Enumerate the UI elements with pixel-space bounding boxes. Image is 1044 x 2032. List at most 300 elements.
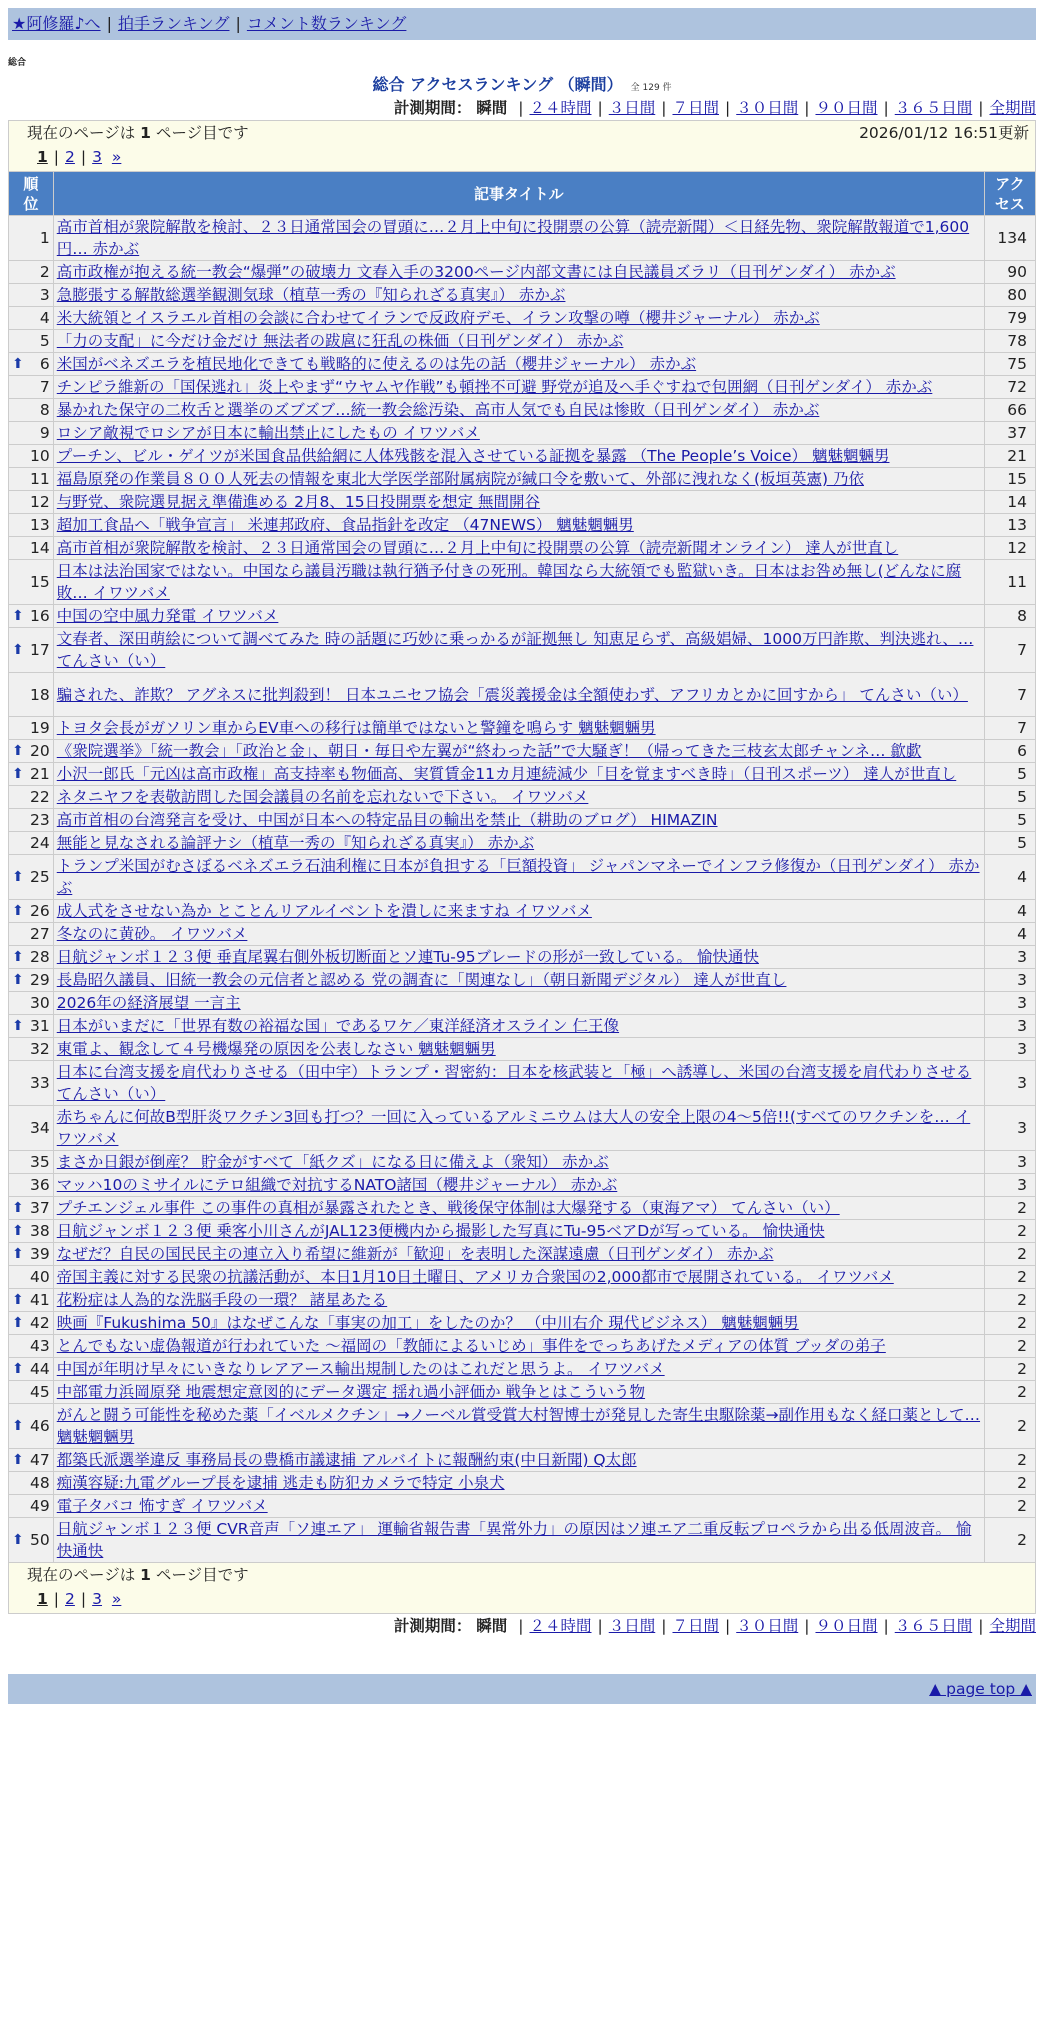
page-info-bottom xyxy=(8,1563,1036,1614)
table-row xyxy=(9,399,1036,422)
comment-ranking-link[interactable]: コメント数ランキング xyxy=(246,14,407,33)
rank-number: 1 xyxy=(39,229,50,247)
top-navigation: ★阿修羅♪へ | 拍手ランキング | コメント数ランキング xyxy=(8,8,1036,40)
access-count: 8 xyxy=(984,605,1035,628)
access-count: 2 xyxy=(984,1220,1035,1243)
title-cell xyxy=(53,673,984,717)
article-link[interactable]: 帝国主義に対する民衆の抗議活動が、本日1月10日土曜日、アメリカ合衆国の2,000都市で展開されている。 イワツバメ xyxy=(56,1268,894,1286)
access-count: 4 xyxy=(984,855,1035,900)
rank-cell xyxy=(9,1358,54,1381)
rank-number: 35 xyxy=(30,1153,50,1171)
rank-number: 38 xyxy=(30,1222,50,1240)
page-link-2[interactable]: 2 xyxy=(65,148,75,166)
title-cell xyxy=(53,353,984,376)
rank-cell xyxy=(9,1174,54,1197)
access-count: 5 xyxy=(984,809,1035,832)
table-row xyxy=(9,923,1036,946)
rank-number: 36 xyxy=(30,1176,50,1194)
rank-cell xyxy=(9,717,54,740)
article-link[interactable]: 日本がいまだに「世界有数の裕福な国」であるワケ／東洋経済オスライン 仁王像 xyxy=(56,1017,620,1035)
article-link[interactable]: 無能と見なされる論評ナシ（植草一秀の『知られざる真実』） 赤かぶ xyxy=(56,834,535,852)
title-cell xyxy=(53,605,984,628)
rank-cell xyxy=(9,1151,54,1174)
article-link[interactable]: 文春者、深田萌絵について調べてみた 時の話題に巧妙に乗っかるが証拠無し 知恵足らず、高級娼婦、1000万円詐欺、判決逃れ、… てんさい（い） xyxy=(56,630,974,670)
period-current-bottom: 瞬間 xyxy=(476,1617,508,1635)
table-row xyxy=(9,1381,1036,1404)
page-link-3[interactable]: 3 xyxy=(92,148,103,166)
access-count: 4 xyxy=(984,900,1035,923)
title-cell xyxy=(53,1358,984,1381)
title-cell xyxy=(53,946,984,969)
title-cell xyxy=(53,1381,984,1404)
period-link-5[interactable]: ３６５日間 xyxy=(894,99,973,117)
table-row xyxy=(9,261,1036,284)
rank-cell xyxy=(9,560,54,605)
page-top-bar xyxy=(8,1674,1036,1704)
rank-number: 23 xyxy=(30,811,50,829)
access-count: 11 xyxy=(984,560,1035,605)
article-link[interactable]: 日航ジャンボ１２３便 乗客小川さんがJAL123便機内から撮影した写真にTu-95ベアDが写っている。 愉快通快 xyxy=(56,1222,825,1240)
article-link[interactable]: 花粉症は人為的な洗脳手段の一環？ 諸星あたる xyxy=(56,1291,388,1309)
access-count: 37 xyxy=(984,422,1035,445)
title-cell xyxy=(53,1151,984,1174)
period-link-3-bottom[interactable]: ３０日間 xyxy=(736,1617,799,1635)
period-label-bottom: 計測期間： xyxy=(393,1617,472,1635)
article-link[interactable]: 超加工食品へ「戦争宣言」 米連邦政府、食品指針を改定 （47NEWS） 魑魅魍魎男 xyxy=(56,516,634,534)
rank-cell xyxy=(9,1335,54,1358)
rank-cell xyxy=(9,216,54,261)
rank-cell xyxy=(9,261,54,284)
rank-number: 18 xyxy=(30,685,50,704)
article-link[interactable]: 米大統領とイスラエル首相の会談に合わせてイランで反政府デモ、イラン攻撃の噂（櫻井ジャーナル） 赤かぶ xyxy=(56,309,820,327)
table-row xyxy=(9,717,1036,740)
access-count: 78 xyxy=(984,330,1035,353)
period-link-6[interactable]: 全期間 xyxy=(989,99,1036,117)
ranking-table xyxy=(8,171,1036,1563)
title-cell xyxy=(53,1472,984,1495)
article-link[interactable]: 冬なのに黄砂。 イワツバメ xyxy=(56,925,248,943)
title-cell xyxy=(53,1174,984,1197)
access-count: 5 xyxy=(984,786,1035,809)
title-cell xyxy=(53,216,984,261)
table-row xyxy=(9,763,1036,786)
table-row xyxy=(9,673,1036,717)
rank-cell xyxy=(9,376,54,399)
title-cell xyxy=(53,1106,984,1151)
table-row xyxy=(9,1289,1036,1312)
rank-cell xyxy=(9,284,54,307)
rank-cell xyxy=(9,1106,54,1151)
table-row xyxy=(9,1220,1036,1243)
rank-cell xyxy=(9,330,54,353)
article-link[interactable]: 「力の支配」に今だけ金だけ 無法者の跋扈に狂乱の株価（日刊ゲンダイ） 赤かぶ xyxy=(56,332,624,350)
rank-cell xyxy=(9,422,54,445)
period-current: 瞬間 xyxy=(476,99,508,117)
rank-number: 11 xyxy=(30,470,50,488)
table-row xyxy=(9,946,1036,969)
article-link[interactable]: 高市首相が衆院解散を検討、２３日通常国会の冒頭に…２月上中旬に投開票の公算（読売新聞）＜日経先物、衆院解散報道で1,600円… 赤かぶ xyxy=(56,218,970,258)
rank-number: 34 xyxy=(30,1119,50,1137)
rank-cell xyxy=(9,1243,54,1266)
rank-number: 14 xyxy=(30,539,50,557)
rank-number: 13 xyxy=(30,516,50,534)
rank-cell xyxy=(9,445,54,468)
table-row xyxy=(9,969,1036,992)
title-cell xyxy=(53,1312,984,1335)
rank-header: 順位 xyxy=(9,172,54,216)
rank-number: 40 xyxy=(30,1268,50,1286)
access-count: 7 xyxy=(984,717,1035,740)
page-link-3-bottom[interactable]: 3 xyxy=(92,1590,103,1608)
article-link[interactable]: 急膨張する解散総選挙観測気球（植草一秀の『知られざる真実』） 赤かぶ xyxy=(56,286,566,304)
article-link[interactable]: 《衆院選挙》「統一教会」「政治と金」、朝日・毎日や左翼が“終わった話”で大騒ぎ！（帰ってきた三枝玄太郎チャンネ… 歙歔 xyxy=(56,742,922,760)
article-link[interactable]: 高市首相が衆院解散を検討、２３日通常国会の冒頭に…２月上中旬に投開票の公算（読売新聞オンライン） 達人が世直し xyxy=(56,539,899,557)
rank-up-arrow-icon: ⬆ xyxy=(12,1315,24,1331)
rank-number: 46 xyxy=(30,1417,50,1435)
period-link-6-bottom[interactable]: 全期間 xyxy=(989,1617,1036,1635)
rank-cell xyxy=(9,1220,54,1243)
rank-up-arrow-icon: ⬆ xyxy=(12,642,24,658)
article-link[interactable]: マッハ10のミサイルにテロ組織で対抗するNATO諸国（櫻井ジャーナル） 赤かぶ xyxy=(56,1176,618,1194)
rank-number: 43 xyxy=(30,1337,50,1355)
table-row xyxy=(9,1312,1036,1335)
article-link[interactable]: 2026年の経済展望 一言主 xyxy=(56,994,241,1012)
article-link[interactable]: 都築氏派選挙違反 事務局長の豊橋市議逮捕 アルバイトに報酬約束(中日新聞) Q太郎 xyxy=(56,1451,637,1469)
rank-cell xyxy=(9,1495,54,1518)
article-link[interactable]: 日本に台湾支援を肩代わりさせる（田中宇）トランプ・習密約：日本を核武装と「極」へ誘導し、米国の台湾支援を肩代わりさせる てんさい（い） xyxy=(56,1063,972,1103)
next-page-link-bottom[interactable]: » xyxy=(111,1590,122,1608)
rank-number: 39 xyxy=(30,1245,50,1263)
table-row xyxy=(9,1472,1036,1495)
rank-number: 12 xyxy=(30,493,50,511)
page-title-text: 総合 アクセスランキング （瞬間） xyxy=(372,75,623,94)
clap-ranking-link[interactable]: 拍手ランキング xyxy=(117,14,230,33)
table-row xyxy=(9,560,1036,605)
rank-cell xyxy=(9,1404,54,1449)
rank-number: 50 xyxy=(30,1531,50,1549)
access-count: 15 xyxy=(984,468,1035,491)
table-row xyxy=(9,628,1036,673)
period-link-4[interactable]: ９０日間 xyxy=(815,99,878,117)
pagination-top: 1 | 2 | 3 » xyxy=(37,148,122,166)
rank-cell xyxy=(9,855,54,900)
article-link[interactable]: トヨタ会長がガソリン車からEV車への移行は簡単ではないと警鐘を鳴らす 魑魅魍魎男 xyxy=(56,719,656,737)
article-link[interactable]: 騙された、詐欺？ アグネスに批判殺到！ 日本ユニセフ協会「震災義援金は全額使わず、アフリカとかに回すから」 てんさい（い） xyxy=(56,685,968,704)
rank-up-arrow-icon: ⬆ xyxy=(12,1292,24,1308)
article-link[interactable]: 与野党、衆院選見据え準備進める 2月8、15日投開票を想定 無間開谷 xyxy=(56,493,541,511)
rank-number: 45 xyxy=(30,1383,50,1401)
article-link[interactable]: 東電よ、観念して４号機爆発の原因を公表しなさい 魑魅魍魎男 xyxy=(56,1040,496,1058)
access-count: 80 xyxy=(984,284,1035,307)
article-link[interactable]: 赤ちゃんに何故B型肝炎ワクチン3回も打つ？一回に入っているアルミニウムは大人の安全上限の4～5倍!!(すべてのワクチンを… イワツバメ xyxy=(56,1108,971,1148)
access-count: 5 xyxy=(984,763,1035,786)
table-row xyxy=(9,1335,1036,1358)
page-status-bottom: 現在のページは 1 ページ目です xyxy=(27,1566,249,1584)
rank-cell xyxy=(9,673,54,717)
access-count: 3 xyxy=(984,1174,1035,1197)
table-row xyxy=(9,1174,1036,1197)
article-link[interactable]: なぜだ？自民の国民民主の連立入り希望に維新が「歓迎」を表明した深謀遠慮（日刊ゲンダイ） 赤かぶ xyxy=(56,1245,774,1263)
article-link[interactable]: 日本は法治国家ではない。中国なら議員汚職は執行猶予付きの死刑。韓国なら大統領でも監獄いき。日本はお咎め無し(どんなに腐敗… イワツバメ xyxy=(56,562,962,602)
rank-cell xyxy=(9,809,54,832)
category-label: 総合 xyxy=(8,58,27,68)
updated-time: 2026/01/12 16:51更新 xyxy=(859,124,1029,142)
access-count: 2 xyxy=(984,1404,1035,1449)
table-row xyxy=(9,900,1036,923)
rank-cell xyxy=(9,1381,54,1404)
rank-number: 15 xyxy=(30,573,50,591)
title-cell xyxy=(53,855,984,900)
period-link-0-bottom[interactable]: ２４時間 xyxy=(529,1617,592,1635)
access-count: 2 xyxy=(984,1289,1035,1312)
page-title xyxy=(0,74,1044,96)
title-cell xyxy=(53,284,984,307)
title-cell xyxy=(53,330,984,353)
table-row xyxy=(9,605,1036,628)
title-cell xyxy=(53,468,984,491)
table-row xyxy=(9,1197,1036,1220)
title-cell xyxy=(53,1518,984,1563)
rank-number: 31 xyxy=(30,1017,50,1035)
title-cell xyxy=(53,560,984,605)
title-cell xyxy=(53,786,984,809)
rank-cell xyxy=(9,514,54,537)
title-cell xyxy=(53,717,984,740)
rank-up-arrow-icon: ⬆ xyxy=(12,1532,24,1548)
rank-cell xyxy=(9,740,54,763)
period-link-2[interactable]: ７日間 xyxy=(672,99,719,117)
title-cell xyxy=(53,1266,984,1289)
period-link-5-bottom[interactable]: ３６５日間 xyxy=(894,1617,973,1635)
rank-number: 48 xyxy=(30,1474,50,1492)
rank-up-arrow-icon: ⬆ xyxy=(12,356,24,372)
rank-cell xyxy=(9,832,54,855)
article-link[interactable]: 中部電力浜岡原発 地震想定意図的にデータ選定 揺れ過小評価か 戦争とはこういう物 xyxy=(56,1383,646,1401)
rank-up-arrow-icon: ⬆ xyxy=(12,1246,24,1262)
article-link[interactable]: チンピラ維新の「国保逃れ」炎上やまず“ウヤムヤ作戦”も頓挫不可避 野党が追及へ手ぐすねで包囲網（日刊ゲンダイ） 赤かぶ xyxy=(56,378,933,396)
title-cell xyxy=(53,1289,984,1312)
title-cell xyxy=(53,1449,984,1472)
total-count: 全 129 件 xyxy=(630,83,672,93)
table-row xyxy=(9,514,1036,537)
rank-number: 44 xyxy=(30,1360,50,1378)
access-count: 2 xyxy=(984,1197,1035,1220)
article-link[interactable]: 痴漢容疑:九電グループ長を逮捕 逃走も防犯カメラで特定 小泉犬 xyxy=(56,1474,505,1492)
table-row xyxy=(9,468,1036,491)
rank-number: 6 xyxy=(39,355,50,373)
rank-number: 37 xyxy=(30,1199,50,1217)
rank-number: 22 xyxy=(30,788,50,806)
access-count: 2 xyxy=(984,1358,1035,1381)
rank-cell xyxy=(9,1449,54,1472)
article-link[interactable]: 福島原発の作業員８００人死去の情報を東北大学医学部附属病院が緘口令を敷いて、外部に洩れなく(板垣英憲) 乃依 xyxy=(56,470,864,488)
article-link[interactable]: 米国がベネズエラを植民地化できても戦略的に使えるのは先の話（櫻井ジャーナル） 赤かぶ xyxy=(56,355,697,373)
article-link[interactable]: 高市政権が抱える統一教会“爆弾”の破壊力 文春入手の3200ページ内部文書には自民議員ズラリ（日刊ゲンダイ） 赤かぶ xyxy=(56,263,896,281)
access-count: 3 xyxy=(984,969,1035,992)
access-count: 3 xyxy=(984,1038,1035,1061)
article-link[interactable]: 映画『Fukushima 50』はなぜこんな「事実の加工」をしたのか？ （中川右介 現代ビジネス） 魑魅魍魎男 xyxy=(56,1314,799,1332)
next-page-link[interactable]: » xyxy=(111,148,122,166)
table-row xyxy=(9,376,1036,399)
title-cell xyxy=(53,992,984,1015)
rank-up-arrow-icon: ⬆ xyxy=(12,1452,24,1468)
rank-cell xyxy=(9,399,54,422)
table-row xyxy=(9,330,1036,353)
rank-up-arrow-icon: ⬆ xyxy=(12,972,24,988)
ranking-rows xyxy=(9,216,1036,1563)
period-link-0[interactable]: ２４時間 xyxy=(529,99,592,117)
title-cell xyxy=(53,307,984,330)
rank-cell xyxy=(9,900,54,923)
article-link[interactable]: トランプ米国がむさぼるベネズエラ石油利権に日本が負担する「巨額投資」 ジャパンマネーでインフラ修復か（日刊ゲンダイ） 赤かぶ xyxy=(56,857,980,897)
article-link[interactable]: 長島昭久議員、旧統一教会の元信者と認める 党の調査に「関連なし」（朝日新聞デジタル） 達人が世直し xyxy=(56,971,787,989)
access-count: 13 xyxy=(984,514,1035,537)
article-link[interactable]: 小沢一郎氏「元凶は高市政権」高支持率も物価高、実質賃金11カ月連続減少「目を覚ますべき時」（日刊スポーツ） 達人が世直し xyxy=(56,765,957,783)
table-row xyxy=(9,1243,1036,1266)
page-link-2-bottom[interactable]: 2 xyxy=(65,1590,75,1608)
current-page: 1 xyxy=(37,148,48,166)
home-link[interactable]: ★阿修羅♪へ xyxy=(12,14,101,33)
table-row xyxy=(9,445,1036,468)
rank-number: 19 xyxy=(30,719,50,737)
article-link[interactable]: 成人式をさせない為か とことんリアルイベントを潰しに来ますね イワツバメ xyxy=(56,902,592,920)
access-count: 12 xyxy=(984,537,1035,560)
access-count: 2 xyxy=(984,1381,1035,1404)
rank-cell xyxy=(9,1038,54,1061)
table-row xyxy=(9,1038,1036,1061)
rank-number: 28 xyxy=(30,948,50,966)
title-cell xyxy=(53,1335,984,1358)
access-count: 3 xyxy=(984,1015,1035,1038)
rank-cell xyxy=(9,468,54,491)
rank-number: 29 xyxy=(30,971,50,989)
article-link[interactable]: 暴かれた保守の二枚舌と選挙のズブズブ…統一教会総汚染、高市人気でも自民は惨敗（日刊ゲンダイ） 赤かぶ xyxy=(56,401,820,419)
title-cell xyxy=(53,491,984,514)
article-link[interactable]: 中国が年明け早々にいきなりレアアース輸出規制したのはこれだと思うよ。 イワツバメ xyxy=(56,1360,665,1378)
rank-cell xyxy=(9,1015,54,1038)
article-link[interactable]: 中国の空中風力発電 イワツバメ xyxy=(56,607,279,625)
rank-up-arrow-icon: ⬆ xyxy=(12,1200,24,1216)
article-link[interactable]: 日航ジャンボ１２３便 CVR音声「ソ連エア」 運輸省報告書「異常外力」の原因はソ連エア二重反転プロペラから出る低周波音。 愉快通快 xyxy=(56,1520,972,1560)
table-row xyxy=(9,1015,1036,1038)
article-link[interactable]: 高市首相の台湾発言を受け、中国が日本への特定品目の輸出を禁止（耕助のブログ） HIMAZIN xyxy=(56,811,718,829)
access-count: 3 xyxy=(984,992,1035,1015)
access-count: 72 xyxy=(984,376,1035,399)
article-link[interactable]: とんでもない虚偽報道が行われていた ～福岡の「教師によるいじめ」事件をでっちあげたメディアの体質 ブッダの弟子 xyxy=(56,1337,886,1355)
current-page-bottom: 1 xyxy=(37,1590,48,1608)
title-cell xyxy=(53,537,984,560)
access-count: 3 xyxy=(984,1106,1035,1151)
rank-cell xyxy=(9,628,54,673)
title-cell xyxy=(53,1220,984,1243)
period-selector-top xyxy=(0,96,1036,120)
article-link[interactable]: ネタニヤフを表敬訪問した国会議員の名前を忘れないで下さい。 イワツバメ xyxy=(56,788,589,806)
access-count: 79 xyxy=(984,307,1035,330)
article-link[interactable]: がんと闘う可能性を秘めた薬「イベルメクチン」→ノーベル賞受賞大村智博士が発見した寄生虫駆除薬→副作用もなく経口薬として… 魑魅魍魎男 xyxy=(56,1406,981,1446)
title-cell xyxy=(53,740,984,763)
page-info-top xyxy=(8,120,1036,171)
title-cell xyxy=(53,445,984,468)
title-cell xyxy=(53,399,984,422)
rank-number: 30 xyxy=(30,994,50,1012)
access-count: 21 xyxy=(984,445,1035,468)
title-cell xyxy=(53,1243,984,1266)
table-row xyxy=(9,855,1036,900)
article-link[interactable]: ロシア敵視でロシアが日本に輸出禁止にしたもの イワツバメ xyxy=(56,424,480,442)
access-count: 2 xyxy=(984,1472,1035,1495)
article-link[interactable]: プチエンジェル事件 この事件の真相が暴露されたとき、戦後保守体制は大爆発する（東海アマ） てんさい（い） xyxy=(56,1199,840,1217)
period-link-2-bottom[interactable]: ７日間 xyxy=(672,1617,719,1635)
rank-cell xyxy=(9,763,54,786)
article-link[interactable]: プーチン、ビル・ゲイツが米国食品供給網に人体残骸を混入させている証拠を暴露 （The People’s Voice） 魑魅魍魎男 xyxy=(56,447,890,465)
rank-cell xyxy=(9,923,54,946)
period-link-1[interactable]: ３日間 xyxy=(608,99,656,117)
rank-up-arrow-icon: ⬆ xyxy=(12,1223,24,1239)
access-count: 2 xyxy=(984,1449,1035,1472)
page-status: 現在のページは 1 ページ目です xyxy=(27,124,249,142)
access-count: 7 xyxy=(984,628,1035,673)
access-count: 3 xyxy=(984,1151,1035,1174)
access-count: 66 xyxy=(984,399,1035,422)
rank-up-arrow-icon: ⬆ xyxy=(12,1418,24,1434)
rank-cell xyxy=(9,537,54,560)
period-links: | ２４時間 | ３日間 | ７日間 | ３０日間 | ９０日間 | ３６５日間 | 全期間 xyxy=(518,99,1036,117)
article-link[interactable]: 日航ジャンボ１２３便 垂直尾翼右側外板切断面とソ連Tu-95ブレードの形が一致している。 愉快通快 xyxy=(56,948,759,966)
rank-number: 27 xyxy=(30,925,50,943)
period-label: 計測期間： xyxy=(393,99,472,117)
period-link-4-bottom[interactable]: ９０日間 xyxy=(815,1617,878,1635)
rank-cell xyxy=(9,969,54,992)
rank-number: 7 xyxy=(39,378,50,396)
rank-up-arrow-icon: ⬆ xyxy=(12,1361,24,1377)
title-cell xyxy=(53,1061,984,1106)
rank-number: 42 xyxy=(30,1314,50,1332)
access-header: アクセス xyxy=(984,172,1035,216)
access-count: 4 xyxy=(984,923,1035,946)
rank-number: 25 xyxy=(30,868,50,886)
rank-number: 26 xyxy=(30,902,50,920)
article-link[interactable]: 電子タバコ 怖すぎ イワツバメ xyxy=(56,1497,268,1515)
access-count: 3 xyxy=(984,1061,1035,1106)
title-cell xyxy=(53,628,984,673)
title-cell xyxy=(53,1038,984,1061)
rank-number: 33 xyxy=(30,1074,50,1092)
rank-cell xyxy=(9,1266,54,1289)
rank-up-arrow-icon: ⬆ xyxy=(12,869,24,885)
access-count: 134 xyxy=(984,216,1035,261)
rank-number: 41 xyxy=(30,1291,50,1309)
title-cell xyxy=(53,923,984,946)
article-link[interactable]: まさか日銀が倒産？ 貯金がすべて「紙クズ」になる日に備えよ（衆知） 赤かぶ xyxy=(56,1153,609,1171)
access-count: 90 xyxy=(984,261,1035,284)
access-count: 2 xyxy=(984,1495,1035,1518)
table-row xyxy=(9,1151,1036,1174)
table-row xyxy=(9,809,1036,832)
period-link-3[interactable]: ３０日間 xyxy=(736,99,799,117)
table-row xyxy=(9,1266,1036,1289)
table-row xyxy=(9,992,1036,1015)
rank-cell xyxy=(9,1472,54,1495)
page-top-link[interactable]: ▲ page top ▲ xyxy=(929,1680,1032,1698)
rank-number: 21 xyxy=(30,765,50,783)
rank-number: 24 xyxy=(30,834,50,852)
title-cell xyxy=(53,809,984,832)
rank-cell xyxy=(9,307,54,330)
rank-up-arrow-icon: ⬆ xyxy=(12,949,24,965)
rank-number: 17 xyxy=(30,641,50,659)
period-link-1-bottom[interactable]: ３日間 xyxy=(608,1617,656,1635)
table-row xyxy=(9,1061,1036,1106)
